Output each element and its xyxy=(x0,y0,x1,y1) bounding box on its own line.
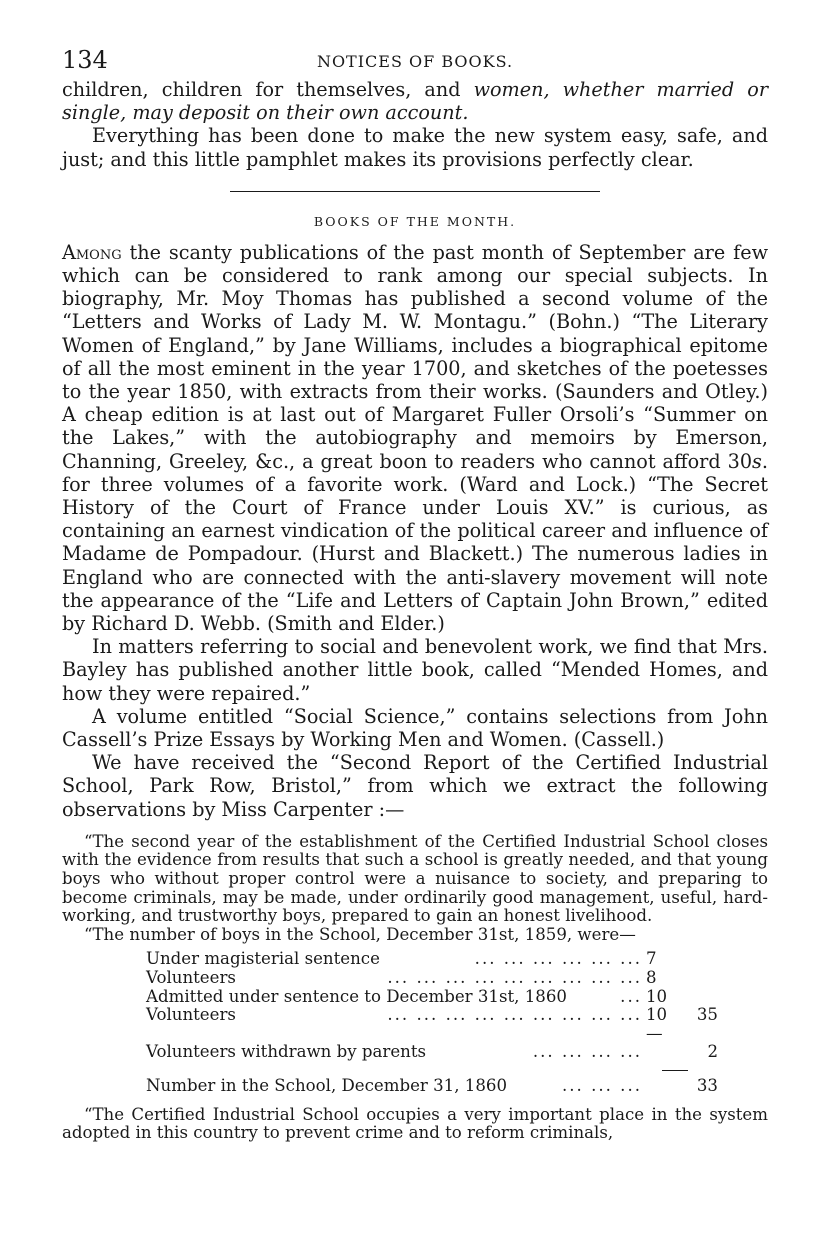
opening-text xyxy=(62,78,768,171)
main-paragraph-3: A volume entitled “Social Science,” contains selections from John Cassell’s Prize Essays by Working Men and Women. (Cassell.) xyxy=(62,704,768,752)
opening-paragraph-1: children, children for themselves, and women, whether married or single, may deposit on their own account. xyxy=(62,78,768,125)
table-row: Volunteers ... ... ... ... ... ... ... ... ... 8 xyxy=(146,968,657,988)
section-divider xyxy=(230,191,600,192)
table-row: Volunteers ... ... ... ... ... ... ... ... ... 10— 35 xyxy=(146,1005,718,1043)
total-value: 33 xyxy=(696,1076,718,1096)
enrollment-table xyxy=(146,950,718,1095)
opening-italic: women, whether married or single, may deposit on their own account. xyxy=(62,78,768,125)
sum-rule xyxy=(662,1070,688,1071)
quote-paragraph-2: “The number of boys in the School, December 31st, 1859, were— xyxy=(84,924,636,944)
opening-paragraph-2: Everything has been done to make the new system easy, safe, and just; and this little pamphlet makes its provisions perfectly clear. xyxy=(62,124,768,171)
section-title: BOOKS OF THE MONTH. xyxy=(313,213,517,229)
page-header xyxy=(62,44,768,78)
table-row: Volunteers withdrawn by parents ... ... ... ... 2 xyxy=(146,1042,718,1062)
main-text xyxy=(62,241,768,821)
total-row: Number in the School, December 31, 1860 ... ... ... 33 xyxy=(146,1076,718,1096)
quoted-report xyxy=(62,833,768,945)
main-paragraph-4: We have received the “Second Report of the Certified Industrial School, Park Row, Bristol,” from which we extract the following observations by Miss Carpenter :— xyxy=(62,751,768,821)
closing-paragraph: “The Certified Industrial School occupies a very important place in the system adopted in this country to prevent crime and to reform criminals, xyxy=(62,1104,768,1143)
running-title: NOTICES OF BOOKS. xyxy=(316,52,514,71)
main-paragraph-1: Among the scanty publications of the past month of September are few which can be considered to rank among our special subjects. In biography, Mr. Moy Thomas has published a second volume of the “Letters and Works of Lady M. W. Montagu.” (Bohn.) “The Literary Women of England,” by Jane Williams, includes a biographical epitome of all the most eminent in the year 1700, and sketches of the poetesses to the year 1850, with extracts from their works. (Saunders and Otley.) A cheap edition is at last out of Margaret Fuller Orsoli’s “Summer on the Lakes,” with the autobiography and memoirs by Emerson, Channing, Greeley, &c., a great boon to readers who cannot afford 30s. for three volumes of a favorite work. (Ward and Lock.) “The Secret History of the Court of France under Louis XV.” is curious, as containing an earnest vindication of the political career and influence of Madame de Pompadour. (Hurst and Blackett.) The numerous ladies in England who are connected with the anti-slavery movement will note the appearance of the “Life and Letters of Captain John Brown,” edited by Richard D. Webb. (Smith and Elder.) xyxy=(62,240,768,636)
table-row: Under magisterial sentence ... ... ... ... ... ... 7 xyxy=(146,949,657,969)
page xyxy=(62,44,768,1143)
page-number: 134 xyxy=(62,46,108,74)
main-paragraph-2: In matters referring to social and benevolent work, we find that Mrs. Bayley has published another little book, called “Mended Homes, and how they were repaired.” xyxy=(62,635,768,705)
table-row: Admitted under sentence to December 31st, 1860 ... 10 xyxy=(146,986,668,1006)
quote-paragraph-1: “The second year of the establishment of the Certified Industrial School closes with the evidence from results that such a school is greatly needed, and that young boys who without proper control were a nuisance to society, and preparing to become criminals, may be made, under ordinarily good management, useful, hard-working, and trustworthy boys, prepared to gain an honest livelihood. xyxy=(62,831,768,926)
lead-word: Among xyxy=(62,240,122,264)
